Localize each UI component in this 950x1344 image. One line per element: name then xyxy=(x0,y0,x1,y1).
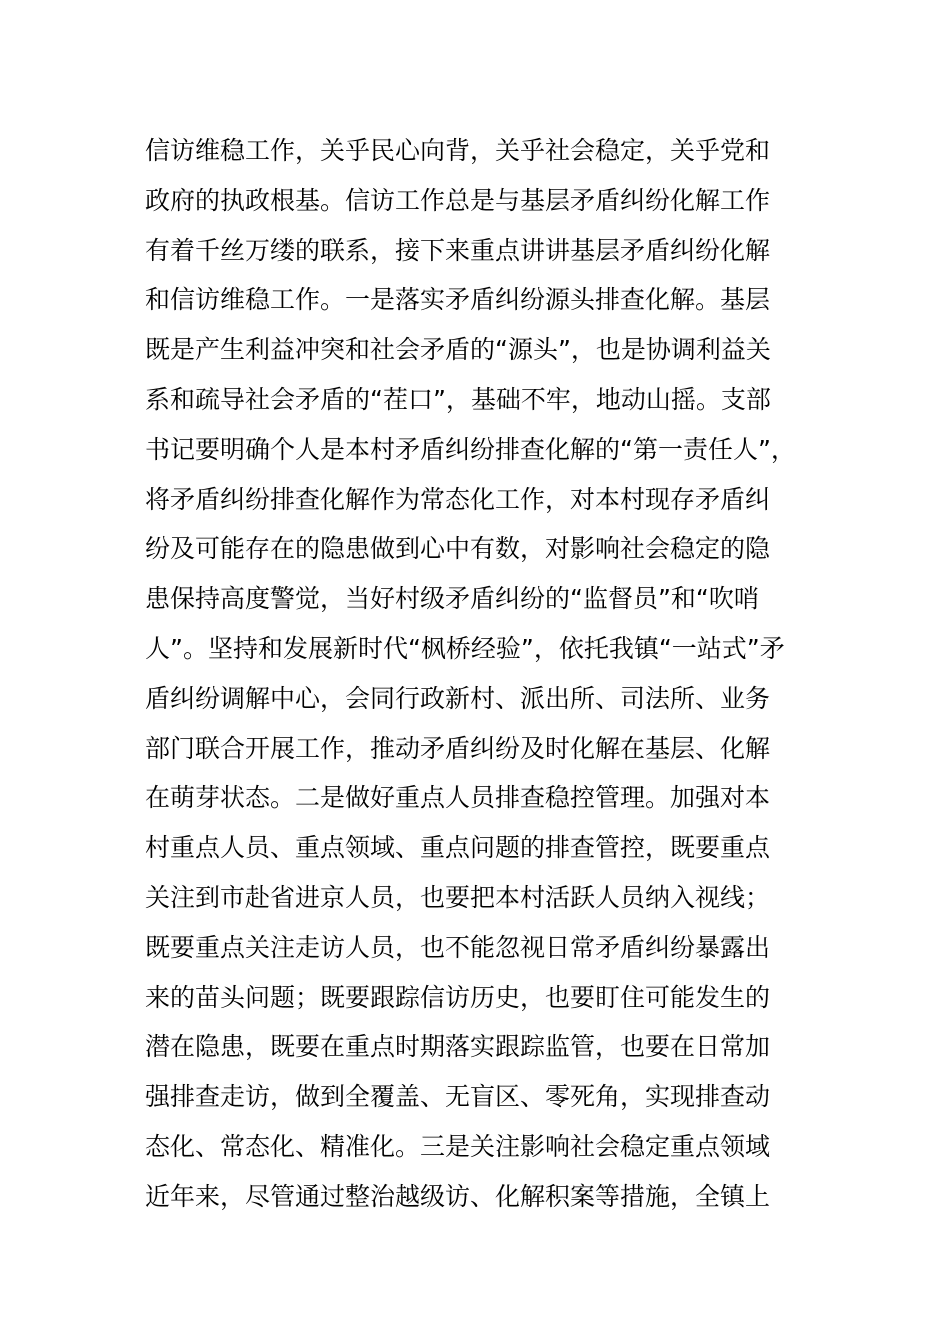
text-line: 政府的执政根基。信访工作总是与基层矛盾纠纷化解工作 xyxy=(145,185,771,215)
text-line: 人”。坚持和发展新时代“枫桥经验”，依托我镇“一站式”矛 xyxy=(145,633,785,663)
text-line: 来的苗头问题；既要跟踪信访历史，也要盯住可能发生的 xyxy=(145,982,771,1012)
text-line: 部门联合开展工作，推动矛盾纠纷及时化解在基层、化解 xyxy=(145,733,771,763)
text-line: 态化、常态化、精准化。三是关注影响社会稳定重点领域 xyxy=(145,1131,771,1161)
text-line: 纷及可能存在的隐患做到心中有数，对影响社会稳定的隐 xyxy=(145,534,771,564)
text-line: 既要重点关注走访人员，也不能忽视日常矛盾纠纷暴露出 xyxy=(145,932,771,962)
text-line: 关注到市赴省进京人员，也要把本村活跃人员纳入视线； xyxy=(145,882,771,912)
body-text xyxy=(145,126,835,1222)
text-line: 信访维稳工作，关乎民心向背，关乎社会稳定，关乎党和 xyxy=(145,136,771,165)
text-line: 在萌芽状态。二是做好重点人员排查稳控管理。加强对本 xyxy=(145,783,771,813)
text-line: 近年来，尽管通过整治越级访、化解积案等措施，全镇上 xyxy=(145,1181,771,1211)
text-line: 和信访维稳工作。一是落实矛盾纠纷源头排查化解。基层 xyxy=(145,285,771,315)
text-line: 既是产生利益冲突和社会矛盾的“源头”，也是协调利益关 xyxy=(145,335,771,365)
text-line: 有着千丝万缕的联系，接下来重点讲讲基层矛盾纠纷化解 xyxy=(145,235,771,265)
text-line: 强排查走访，做到全覆盖、无盲区、零死角，实现排查动 xyxy=(145,1082,771,1112)
text-line: 书记要明确个人是本村矛盾纠纷排查化解的“第一责任人”， xyxy=(145,434,796,464)
text-line: 将矛盾纠纷排查化解作为常态化工作，对本村现存矛盾纠 xyxy=(145,484,771,514)
text-line: 盾纠纷调解中心，会同行政新村、派出所、司法所、业务 xyxy=(145,683,771,713)
text-line: 潜在隐患，既要在重点时期落实跟踪监管，也要在日常加 xyxy=(145,1032,771,1062)
text-line: 村重点人员、重点领域、重点问题的排查管控，既要重点 xyxy=(145,833,771,863)
text-line: 系和疏导社会矛盾的“茬口”，基础不牢，地动山摇。支部 xyxy=(145,384,771,414)
text-line: 患保持高度警觉，当好村级矛盾纠纷的“监督员”和“吹哨 xyxy=(145,584,759,614)
